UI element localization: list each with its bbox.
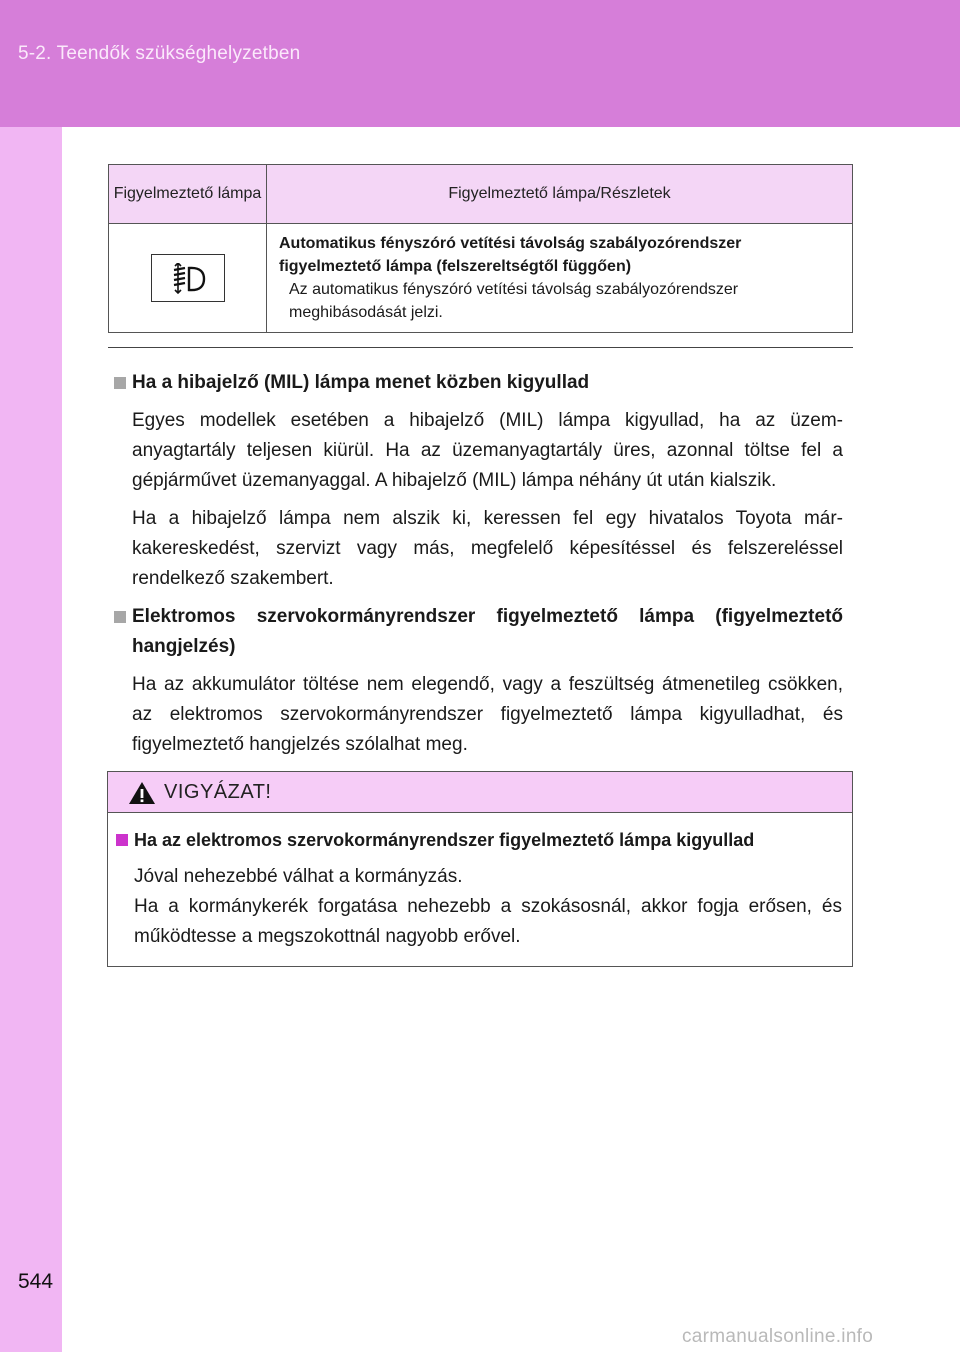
table-row: [109, 224, 853, 333]
caution-header: [108, 772, 852, 813]
caution-label: VIGYÁZAT!: [164, 781, 272, 803]
watermark: carmanualsonline.info: [682, 1326, 874, 1347]
table-header-row: [109, 165, 853, 224]
caution-heading: [114, 826, 842, 854]
caution-heading-text: Ha az elektromos szervokormányrendszer figyelmeztető lámpa kigyullad: [134, 830, 755, 850]
table-header-lamp: Figyelmeztető lámpa: [109, 165, 267, 224]
caution-bullet-icon: [116, 834, 128, 846]
caution-line-2: Ha a kormánykerék forgatása nehezebb a szokásosnál, akkor fogja erősen, és működtesse a megszokottnál nagyobb erővel.: [134, 896, 842, 947]
section-bullet-icon: [114, 611, 126, 623]
caution-line-1: Jóval nehezebbé válhat a kormányzás.: [134, 866, 463, 887]
page-number: 544: [18, 1270, 54, 1293]
section-heading-text: Ha a hibajelző (MIL) lámpa menet közben kigyullad: [132, 372, 590, 393]
paragraph: Ha a hibajelző lámpa nem alszik ki, keressen fel egy hivatalos Toyota márkakereskedést, szervizt vagy más, megfelelő képesítéssel és felszereléssel rendelkező szakembert.: [132, 508, 843, 589]
table-header-details: Figyelmeztető lámpa/Részletek: [267, 165, 853, 224]
section-heading-mil: [112, 368, 843, 398]
caution-body: [108, 813, 852, 952]
lamp-detail-cell: [267, 224, 853, 333]
warning-triangle-icon: [128, 781, 156, 810]
section-heading-text: Elektromos szervokormányrendszer figyelmeztető lámpa (figyelmeztető hangjelzés): [132, 606, 843, 657]
paragraph: Ha az akkumulátor töltése nem elegendő, vagy a feszültség átmenetileg csökken, az elektromos szervokormányrendszer figyelmeztető lámpa kigyulladhat, és figyelmeztető hangjelzés szólalhat meg.: [132, 674, 843, 755]
section-divider: [108, 347, 853, 348]
lamp-detail-text: Az automatikus fényszóró vetítési távolság szabályozórendszer meghibásodását jelzi.: [289, 281, 739, 321]
lamp-icon-cell: [109, 224, 267, 333]
caution-text: [114, 862, 842, 952]
header-band: [0, 0, 960, 127]
section-title: 5-2. Teendők szükséghelyzetben: [18, 43, 301, 64]
headlight-leveling-icon: [151, 254, 225, 302]
body-content: [112, 368, 843, 760]
side-strip: [0, 0, 62, 1352]
section-heading-eps: [112, 602, 843, 662]
paragraph: Egyes modellek esetében a hibajelző (MIL) lámpa kigyullad, ha az üzemanyagtartály teljesen kiürül. Ha az üzemanyagtartály üres, azonnal töltse fel a gépjárművet üzemanyaggal. A hibajelző (MIL) lámpa néhány út után kialszik.: [132, 410, 843, 491]
warning-lamp-table: [108, 164, 853, 333]
lamp-detail-title: Automatikus fényszóró vetítési távolság szabályozórendszer figyelmeztető lámpa (felszereltségtől függően): [279, 235, 742, 275]
caution-box: [107, 771, 853, 967]
section-bullet-icon: [114, 377, 126, 389]
